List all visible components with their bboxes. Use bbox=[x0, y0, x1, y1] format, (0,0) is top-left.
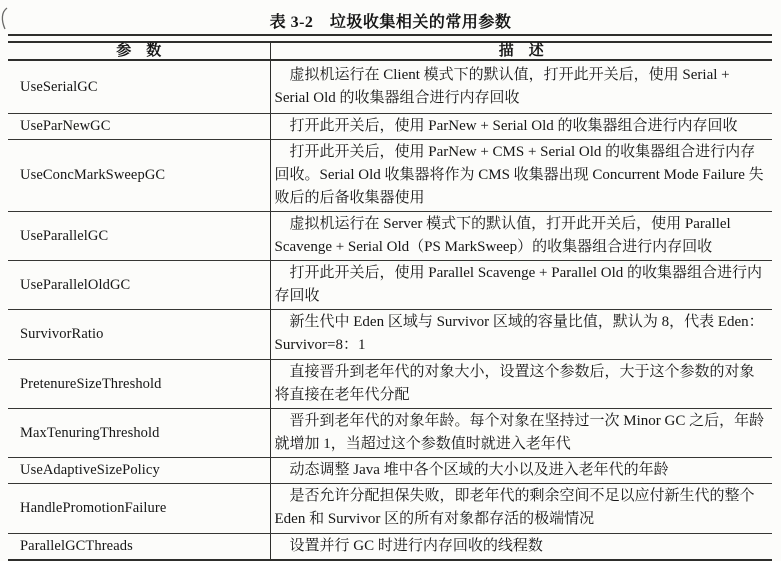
parameter-description-text: 是否允许分配担保失败，即老年代的剩余空间不足以应付新生代的整个 Eden 和 Survivor 区的所有对象都存活的极端情况 bbox=[274, 488, 755, 527]
table-row bbox=[8, 457, 772, 483]
parameter-description-text: 打开此开关后，使用 ParNew + Serial Old 的收集器组合进行内存回收 bbox=[289, 117, 738, 134]
parameter-name-cell: UseParallelOldGC bbox=[8, 260, 270, 309]
parameter-description-text: 设置并行 GC 时进行内存回收的线程数 bbox=[289, 537, 543, 554]
parameter-description-text: 直接晋升到老年代的对象大小，设置这个参数后，大于这个参数的对象将直接在老年代分配 bbox=[274, 363, 755, 403]
parameter-description-text: 虚拟机运行在 Server 模式下的默认值，打开此开关后，使用 Parallel Scavenge + Serial Old（PS MarkSweep）的收集器组合进行内存回收 bbox=[274, 215, 731, 255]
column-header-description: 描 述 bbox=[270, 43, 772, 60]
table-row bbox=[8, 113, 772, 139]
parameter-description-text: 打开此开关后，使用 ParNew + CMS + Serial Old 的收集器组合进行内存回收。Serial Old 收集器将作为 CMS 收集器出现 Concurrent Mode Failure 失败后的后备收集器使用 bbox=[274, 143, 764, 206]
table-row bbox=[8, 483, 772, 533]
table-row bbox=[8, 139, 772, 211]
parameter-name-cell: HandlePromotionFailure bbox=[8, 483, 270, 533]
parameter-name-cell: UseAdaptiveSizePolicy bbox=[8, 457, 270, 483]
table-body bbox=[8, 60, 772, 560]
parameter-name-cell: UseConcMarkSweepGC bbox=[8, 139, 270, 211]
parameter-name-cell: PretenureSizeThreshold bbox=[8, 359, 270, 408]
table-row bbox=[8, 408, 772, 457]
table-row bbox=[8, 260, 772, 309]
column-header-parameter: 参 数 bbox=[8, 43, 270, 60]
parameter-name-cell: MaxTenuringThreshold bbox=[8, 408, 270, 457]
parameter-name-cell: UseSerialGC bbox=[8, 60, 270, 113]
parameter-name-cell: UseParNewGC bbox=[8, 113, 270, 139]
header-row bbox=[8, 43, 772, 60]
table-caption: 表 3-2 垃圾收集相关的常用参数 bbox=[269, 14, 512, 31]
parameter-description-cell bbox=[270, 260, 772, 309]
parameter-name-cell: UseParallelGC bbox=[8, 211, 270, 260]
parameter-description-cell bbox=[270, 211, 772, 260]
parameter-name-cell: SurvivorRatio bbox=[8, 309, 270, 359]
parameter-description-cell bbox=[270, 457, 772, 483]
gc-parameters-table bbox=[8, 34, 772, 561]
top-double-rule bbox=[8, 34, 772, 43]
parameter-description-cell bbox=[270, 483, 772, 533]
table-row bbox=[8, 309, 772, 359]
parameter-description-text: 虚拟机运行在 Client 模式下的默认值，打开此开关后，使用 Serial + Serial Old 的收集器组合进行内存回收 bbox=[274, 66, 730, 106]
parameter-description-cell bbox=[270, 113, 772, 139]
parameter-description-cell bbox=[270, 408, 772, 457]
parameter-description-cell bbox=[270, 60, 772, 113]
parameter-description-cell bbox=[270, 139, 772, 211]
table-row bbox=[8, 533, 772, 560]
parameter-description-cell bbox=[270, 533, 772, 560]
parameter-description-text: 新生代中 Eden 区域与 Survivor 区域的容量比值，默认为 8，代表 Eden：Survivor=8：1 bbox=[274, 314, 764, 353]
parameter-description-cell bbox=[270, 359, 772, 408]
scan-artifact-mark bbox=[0, 6, 10, 32]
table bbox=[8, 43, 772, 561]
table-row bbox=[8, 60, 772, 113]
parameter-name-cell: ParallelGCThreads bbox=[8, 533, 270, 560]
table-row bbox=[8, 211, 772, 260]
parameter-description-text: 打开此开关后，使用 Parallel Scavenge + Parallel Old 的收集器组合进行内存回收 bbox=[274, 264, 763, 304]
parameter-description-text: 晋升到老年代的对象年龄。每个对象在坚持过一次 Minor GC 之后，年龄就增加 1，当超过这个参数值时就进入老年代 bbox=[274, 412, 765, 452]
table-row bbox=[8, 359, 772, 408]
parameter-description-text: 动态调整 Java 堆中各个区域的大小以及进入老年代的年龄 bbox=[289, 461, 669, 478]
parameter-description-cell bbox=[270, 309, 772, 359]
